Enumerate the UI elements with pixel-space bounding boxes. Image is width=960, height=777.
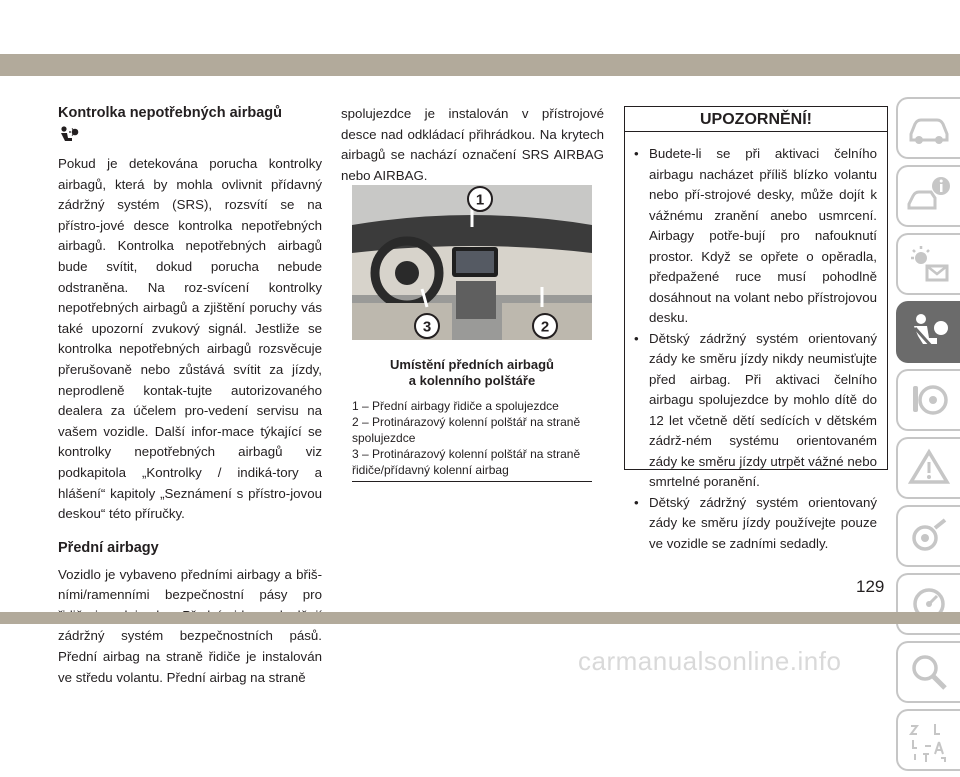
legend-divider bbox=[352, 481, 592, 482]
seatbelt-airbag-icon bbox=[905, 308, 953, 356]
callout-3 bbox=[415, 314, 439, 338]
caption-line-2: a kolenního polštáře bbox=[408, 373, 536, 388]
page-number: 129 bbox=[856, 577, 885, 596]
tab-specifications[interactable] bbox=[896, 573, 960, 635]
callout-1-label: 1 bbox=[475, 191, 485, 209]
legend-item-1: 1 – Přední airbagy řidiče a spolujezdce bbox=[352, 399, 559, 413]
chapter-tabs bbox=[896, 97, 960, 777]
airbag-warning-icon bbox=[58, 126, 80, 144]
tab-index[interactable] bbox=[896, 709, 960, 771]
tab-search[interactable] bbox=[896, 641, 960, 703]
left-column bbox=[58, 104, 322, 688]
middle-column bbox=[341, 104, 604, 186]
car-icon bbox=[905, 104, 953, 152]
steering-key-icon bbox=[905, 376, 953, 424]
front-airbags-heading: Přední airbagy bbox=[58, 539, 159, 556]
legend-item-3: 3 – Protinárazový kolenní polštář na straně řidiče/přídavný kolenní airbag bbox=[352, 447, 581, 477]
middle-paragraph: spolujezdce je instalován v přístrojové desce nad odkládací přihrádkou. Na krytech airbagů se nachází označení SRS AIRBAG nebo AIRBAG. bbox=[341, 106, 604, 183]
search-icon bbox=[905, 648, 953, 696]
callout-2-label: 2 bbox=[540, 318, 550, 336]
warning-light-paragraph: Pokud je detekována porucha kontrolky airbagů, která by mohla ovlivnit přídavný zádržný systém (SRS), rozsvítí se na přístro-jové desce kontrolka nepotřebných airbagů. Kontrolka nepotřebných airbagů bude svítit, dokud porucha nebude odstraněna. Na roz-svícení kontrolky nepotřebných airbagů a zjištění poruchy vás také upozorní zvukový signál. Jestliže se kontrolka nepotřebných airbagů rozsvěcuje přerušovaně nebo zůstává svítit za jízdy, neprodleně kontak-tujte autorizovaného dealera za účelem pro-vedení servisu na vašem vozidle. Další infor-mace týkající se kontrolky nepotřebných airbagů viz podkapitola „Kontrolky / indiká-tory a hlášení“ kapitoly „Seznámení s přístro-jovou deskou“ této příručky. bbox=[58, 156, 322, 522]
tab-car-info[interactable] bbox=[896, 165, 960, 227]
tab-starting[interactable] bbox=[896, 369, 960, 431]
warning-triangle-icon bbox=[905, 444, 953, 492]
wrench-car-icon bbox=[905, 512, 953, 560]
alphabet-index-icon bbox=[905, 716, 953, 764]
tab-emergency[interactable] bbox=[896, 437, 960, 499]
watermark: carmanualsonline.info bbox=[578, 646, 842, 676]
figure-caption bbox=[352, 357, 592, 389]
callout-1 bbox=[468, 187, 492, 211]
warning-item: • Dětský zádržný systém orientovaný zády ke směru jízdy používejte pouze ve vozidle se zadními sedadly. bbox=[633, 493, 877, 555]
warning-item: • Budete-li se při aktivaci čelního airbagu nacházet příliš blízko volantu nebo pří-strojové desky, může dojít k vážnému zranění anebo usmrcení. Airbagy potře-bují pro nafouknutí prostor. Když se opřete o opěradla, předpažené ruce musí pohodlně dosáhnout na volant nebo přístrojovou desku. bbox=[633, 144, 877, 329]
tab-maintenance[interactable] bbox=[896, 505, 960, 567]
front-airbags-paragraph: Vozidlo je vybaveno předními airbagy a břiš-ními/ramenními bezpečnostní pásy pro zádržný systém bezpečnostních pásů. Přední airbag na straně řidiče je instalován ve středu volantu. Přední airbag na straně bbox=[58, 566, 322, 685]
callout-2 bbox=[533, 314, 557, 338]
warning-box bbox=[624, 106, 888, 551]
tab-car[interactable] bbox=[896, 97, 960, 159]
light-message-icon bbox=[905, 240, 953, 288]
legend-item-2: 2 – Protinárazový kolenní polštář na straně spolujezdce bbox=[352, 415, 581, 445]
warning-item: • Dětský zádržný systém orientovaný zády ke směru jízdy nikdy neumisťujte před airbag. Při aktivaci čelního airbagu spolujezdce by mohlo dítě do 12 let včetně dětí sedících v dětském zádrž-ném systému orientovaném zády ke směru jízdy utrpět vážné nebo smrtelné poranění. bbox=[633, 329, 877, 493]
warning-light-heading: Kontrolka nepotřebných airbagů bbox=[58, 105, 282, 121]
car-info-icon bbox=[905, 172, 953, 220]
figure-legend bbox=[352, 398, 592, 478]
warning-list bbox=[625, 132, 887, 554]
caption-line-1: Umístění předních airbagů bbox=[390, 357, 554, 372]
callout-3-label: 3 bbox=[422, 318, 432, 336]
dashboard-airbag-figure bbox=[352, 185, 592, 340]
tab-safety[interactable] bbox=[896, 301, 960, 363]
tab-lights-messages[interactable] bbox=[896, 233, 960, 295]
bottom-decor-bar bbox=[0, 612, 960, 624]
warning-title: UPOZORNĚNÍ! bbox=[625, 107, 887, 132]
top-decor-bar bbox=[0, 54, 960, 76]
